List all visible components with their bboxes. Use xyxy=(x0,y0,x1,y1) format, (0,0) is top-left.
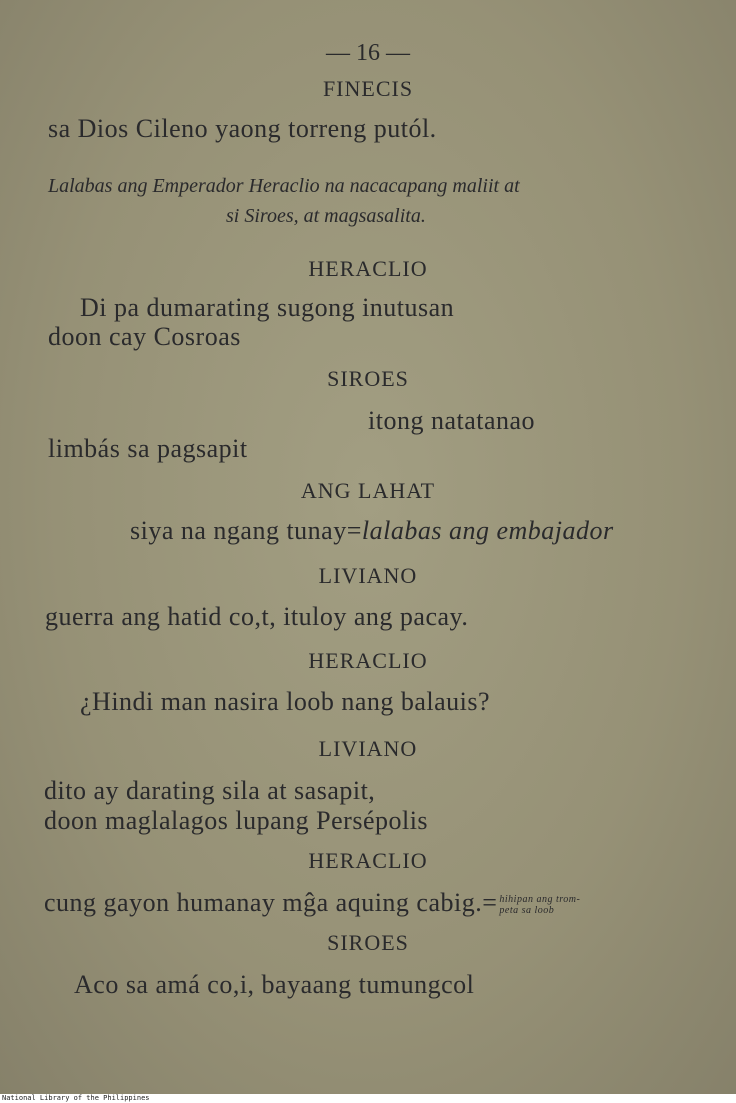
speaker-heading: FINECIS xyxy=(322,76,414,101)
speaker-heading: ANG LAHAT xyxy=(300,478,436,503)
verse-line: Di pa dumarating sugong inutusan xyxy=(80,293,455,322)
verse-line: sa Dios Cileno yaong torreng putól. xyxy=(48,114,437,143)
speaker-heading: HERACLIO xyxy=(308,256,428,281)
verse-line: itong natatanao xyxy=(368,406,536,435)
verse-line: ¿Hindi man nasira loob nang balauis? xyxy=(80,687,491,716)
speaker-heading: HERACLIO xyxy=(308,848,428,873)
speaker-heading: HERACLIO xyxy=(308,648,428,673)
speaker-heading: LIVIANO xyxy=(318,736,418,761)
library-footer: National Library of the Philippines xyxy=(0,1094,736,1103)
verse-line: doon cay Cosroas xyxy=(48,322,241,351)
verse-line xyxy=(130,516,614,546)
stage-direction: Lalabas ang Emperador Heraclio na nacacapang maliit at xyxy=(48,175,520,197)
verse-line xyxy=(44,888,580,918)
verse-text: siya na ngang tunay= xyxy=(130,516,362,545)
stage-direction-inline: lalabas ang embajador xyxy=(361,516,614,545)
stage-note-line: peta sa loob xyxy=(499,905,555,917)
speaker-heading: SIROES xyxy=(327,366,409,391)
stage-note-line: hihipan ang trom- xyxy=(499,894,581,906)
stage-note xyxy=(499,894,580,916)
verse-line: limbás sa pagsapit xyxy=(48,434,248,463)
verse-line: guerra ang hatid co,t, ituloy ang pacay. xyxy=(45,602,469,631)
verse-line: dito ay darating sila at sasapit, xyxy=(44,776,376,805)
verse-line: Aco sa amá co,i, bayaang tumungcol xyxy=(74,970,475,999)
stage-direction: si Siroes, at magsasalita. xyxy=(226,205,426,227)
verse-text: cung gayon humanay mĝa aquing cabig.= xyxy=(44,888,498,917)
speaker-heading: LIVIANO xyxy=(318,563,418,588)
verse-line: doon maglalagos lupang Persépolis xyxy=(44,806,429,835)
speaker-heading: SIROES xyxy=(327,930,409,955)
page-number: — 16 — xyxy=(326,40,410,66)
